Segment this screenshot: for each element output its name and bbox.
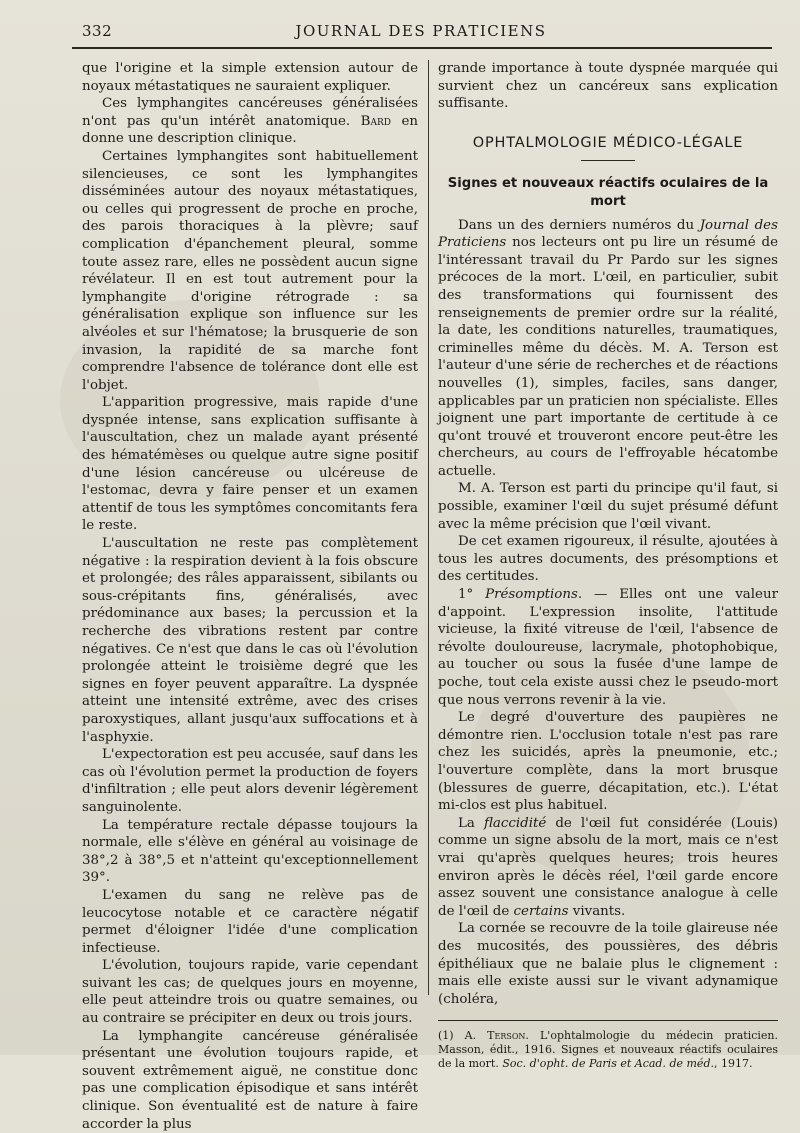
paragraph-text: nos lecteurs ont pu lire un résumé de l'intéressant travail du Pr Pardo sur les signes précoces de la mort. L'œil, en particulier, subit des transformations qui fournissent des renseignements de premier ordre sur la réalité, la date, les conditions naturelles, traumatiques, criminelles même du décès. M. A. Terson est l'auteur d'une série de recherches et de réactions nouvelles (1), simples, faciles, sans danger, applicables par un praticien non spécialiste. Elles joignent une part importante de certitude à ce qu'ont trouvé et trouveront encore peut-être les chercheurs, au cours de l'effroyable hécatombe actuelle.	[438, 235, 778, 479]
journal-title: JOURNAL DES PRATICIENS	[295, 22, 547, 40]
footnote-text: . L'ophtalmologie du médecin praticien. Masson, édit., 1916. Signes et nouveaux réactifs oculaires de la mort.	[438, 1029, 778, 1071]
author-name: Bard	[360, 113, 391, 129]
journal-reference: Journal des Praticiens	[438, 217, 778, 251]
paragraph: La température rectale dépasse toujours la normale, elle s'élève en général au voisinage de 38°,2 à 38°,5 et n'atteint qu'exceptionnellement 39°.	[82, 817, 418, 886]
section-title: OPHTALMOLOGIE MÉDICO-LÉGALE	[472, 134, 744, 151]
emphasis: certains	[513, 903, 569, 919]
paragraph-text: La	[458, 815, 475, 831]
paragraph: La lymphangite cancéreuse généralisée présentant une évolution toujours rapide, et souvent extrêmement aiguë, ne constitue donc pas une complication épisodique et sans intérêt clinique. Son éventualité est de nature à faire accorder la plus	[82, 1028, 418, 1132]
paragraph-text: en donne une description clinique.	[82, 113, 419, 147]
list-number: 1°	[458, 587, 474, 603]
footnote	[438, 1029, 778, 1071]
title-rule	[581, 160, 635, 161]
paragraph-text: — Elles ont une valeur d'appoint. L'expression insolite, l'attitude vicieuse, la fixité vitreuse de l'œil, l'absence de révolte douloureuse, lacrymale, photophobique, au toucher ou sous la fusée d'une lampe de poche, tout cela existe aussi chez le pseudo-mort que nous verrons revenir à la vie.	[438, 587, 779, 708]
paragraph-text: de l'œil fut considérée (Louis) comme un signe absolu de la mort, mais ce n'est vrai qu'après quelques heures; trois heures environ après le décès réel, l'œil garde encore assez souvent une consistance analogue à celle de l'œil de	[438, 815, 778, 919]
author-name: Terson	[487, 1029, 526, 1043]
footnote-source: Soc. d'opht. de Paris et Acad. de méd.	[502, 1057, 714, 1071]
paragraph	[82, 95, 418, 148]
paragraph: M. A. Terson est parti du principe qu'il faut, si possible, examiner l'œil du sujet présumé défunt avec la même précision que l'œil vivant.	[438, 481, 778, 532]
paragraph	[438, 586, 778, 709]
paragraph: L'examen du sang ne relève pas de leucocytose notable et ce caractère négatif permet d'éloigner l'idée d'une complication infectieuse.	[82, 887, 418, 956]
subsection-label: Présomptions.	[485, 587, 583, 603]
paragraph-text: vivants.	[572, 903, 626, 919]
article-title: Signes et nouveaux réactifs oculaires de la mort	[447, 176, 769, 209]
paragraph	[438, 217, 778, 481]
running-head	[70, 22, 772, 44]
paragraph: L'évolution, toujours rapide, varie cependant suivant les cas; de quelques jours en moyenne, elle peut atteindre trois ou quatre semaines, ou au contraire se précipiter en deux ou trois jours.	[82, 958, 418, 1027]
paragraph: grande importance à toute dyspnée marquée qui survient chez un cancéreux sans explication suffisante.	[438, 61, 778, 112]
paragraph	[438, 815, 778, 921]
paragraph: L'auscultation ne reste pas complètement négative : la respiration devient à la fois obscure et prolongée; des râles apparaissent, sibilants ou sous-crépitants fins, généralisés, avec prédominance aux bases; la percussion et la recherche des vibrations restent par contre négatives. Ce n'est que dans le cas où l'évolution prolongée atteint le troisième degré que les signes en foyer peuvent apparaître. La dyspnée atteint une intensité extrême, avec des crises paroxystiques, allant jusqu'aux suffocations et à l'asphyxie.	[82, 536, 418, 745]
paragraph: L'apparition progressive, mais rapide d'une dyspnée intense, sans explication suffisante à l'auscultation, chez un malade ayant présenté des hématémèses ou quelque autre signe positif d'une lésion cancéreuse ou ulcéreuse de l'estomac, devra y faire penser et un examen attentif de tous les symptômes concomitants fera le reste.	[82, 395, 418, 534]
footnote-text: , 1917.	[713, 1057, 753, 1071]
footnote-rule	[438, 1020, 778, 1021]
left-column	[82, 60, 418, 1133]
paragraph: Le degré d'ouverture des paupières ne démontre rien. L'occlusion totale n'est pas rare chez les suicidés, après la pneumonie, etc.; l'ouverture complète, dans la mort brusque (blessures de guerre, décapitation, etc.). L'état mi-clos est plus habituel.	[438, 710, 778, 814]
column-divider	[428, 60, 429, 995]
paragraph-text: Dans un des derniers numéros du	[458, 217, 695, 233]
footnote-text: (1) A.	[438, 1029, 477, 1043]
header-rule	[72, 47, 772, 49]
paragraph: La cornée se recouvre de la toile glaireuse née des mucosités, des poussières, des débris épithéliaux que ne balaie plus le clignement : mais elle existe aussi sur le vivant adynamique (choléra,	[438, 921, 778, 1007]
paragraph: que l'origine et la simple extension autour de noyaux métastatiques ne sauraient expliquer.	[82, 61, 418, 94]
paragraph: De cet examen rigoureux, il résulte, ajoutées à tous les autres documents, des présomptions et des certitudes.	[438, 534, 778, 585]
paragraph: L'expectoration est peu accusée, sauf dans les cas où l'évolution permet la production de foyers d'infiltration ; elle peut alors devenir légèrement sanguinolente.	[82, 747, 418, 815]
emphasis: flaccidité	[483, 815, 547, 831]
paragraph: Certaines lymphangites sont habituellement silencieuses, ce sont les lymphangites disséminées autour des noyaux métastatiques, ou celles qui progressent de proche en proche, des parois thoraciques à la plèvre; sauf complication d'épanchement pleural, somme toute assez rare, elles ne possèdent aucun signe révélateur. Il en est tout autrement pour la lymphangite d'origine rétrograde : sa généralisation explique son influence sur les alvéoles et sur l'hématose; la brusquerie de son invasion, la rapidité de sa marche font comprendre l'absence de tolérance dont elle est l'objet.	[82, 148, 418, 393]
right-column	[438, 60, 778, 1071]
paragraph-text: Ces lymphangites cancéreuses généralisées n'ont pas qu'un intérêt anatomique.	[82, 96, 418, 129]
page-number: 332	[82, 22, 113, 40]
